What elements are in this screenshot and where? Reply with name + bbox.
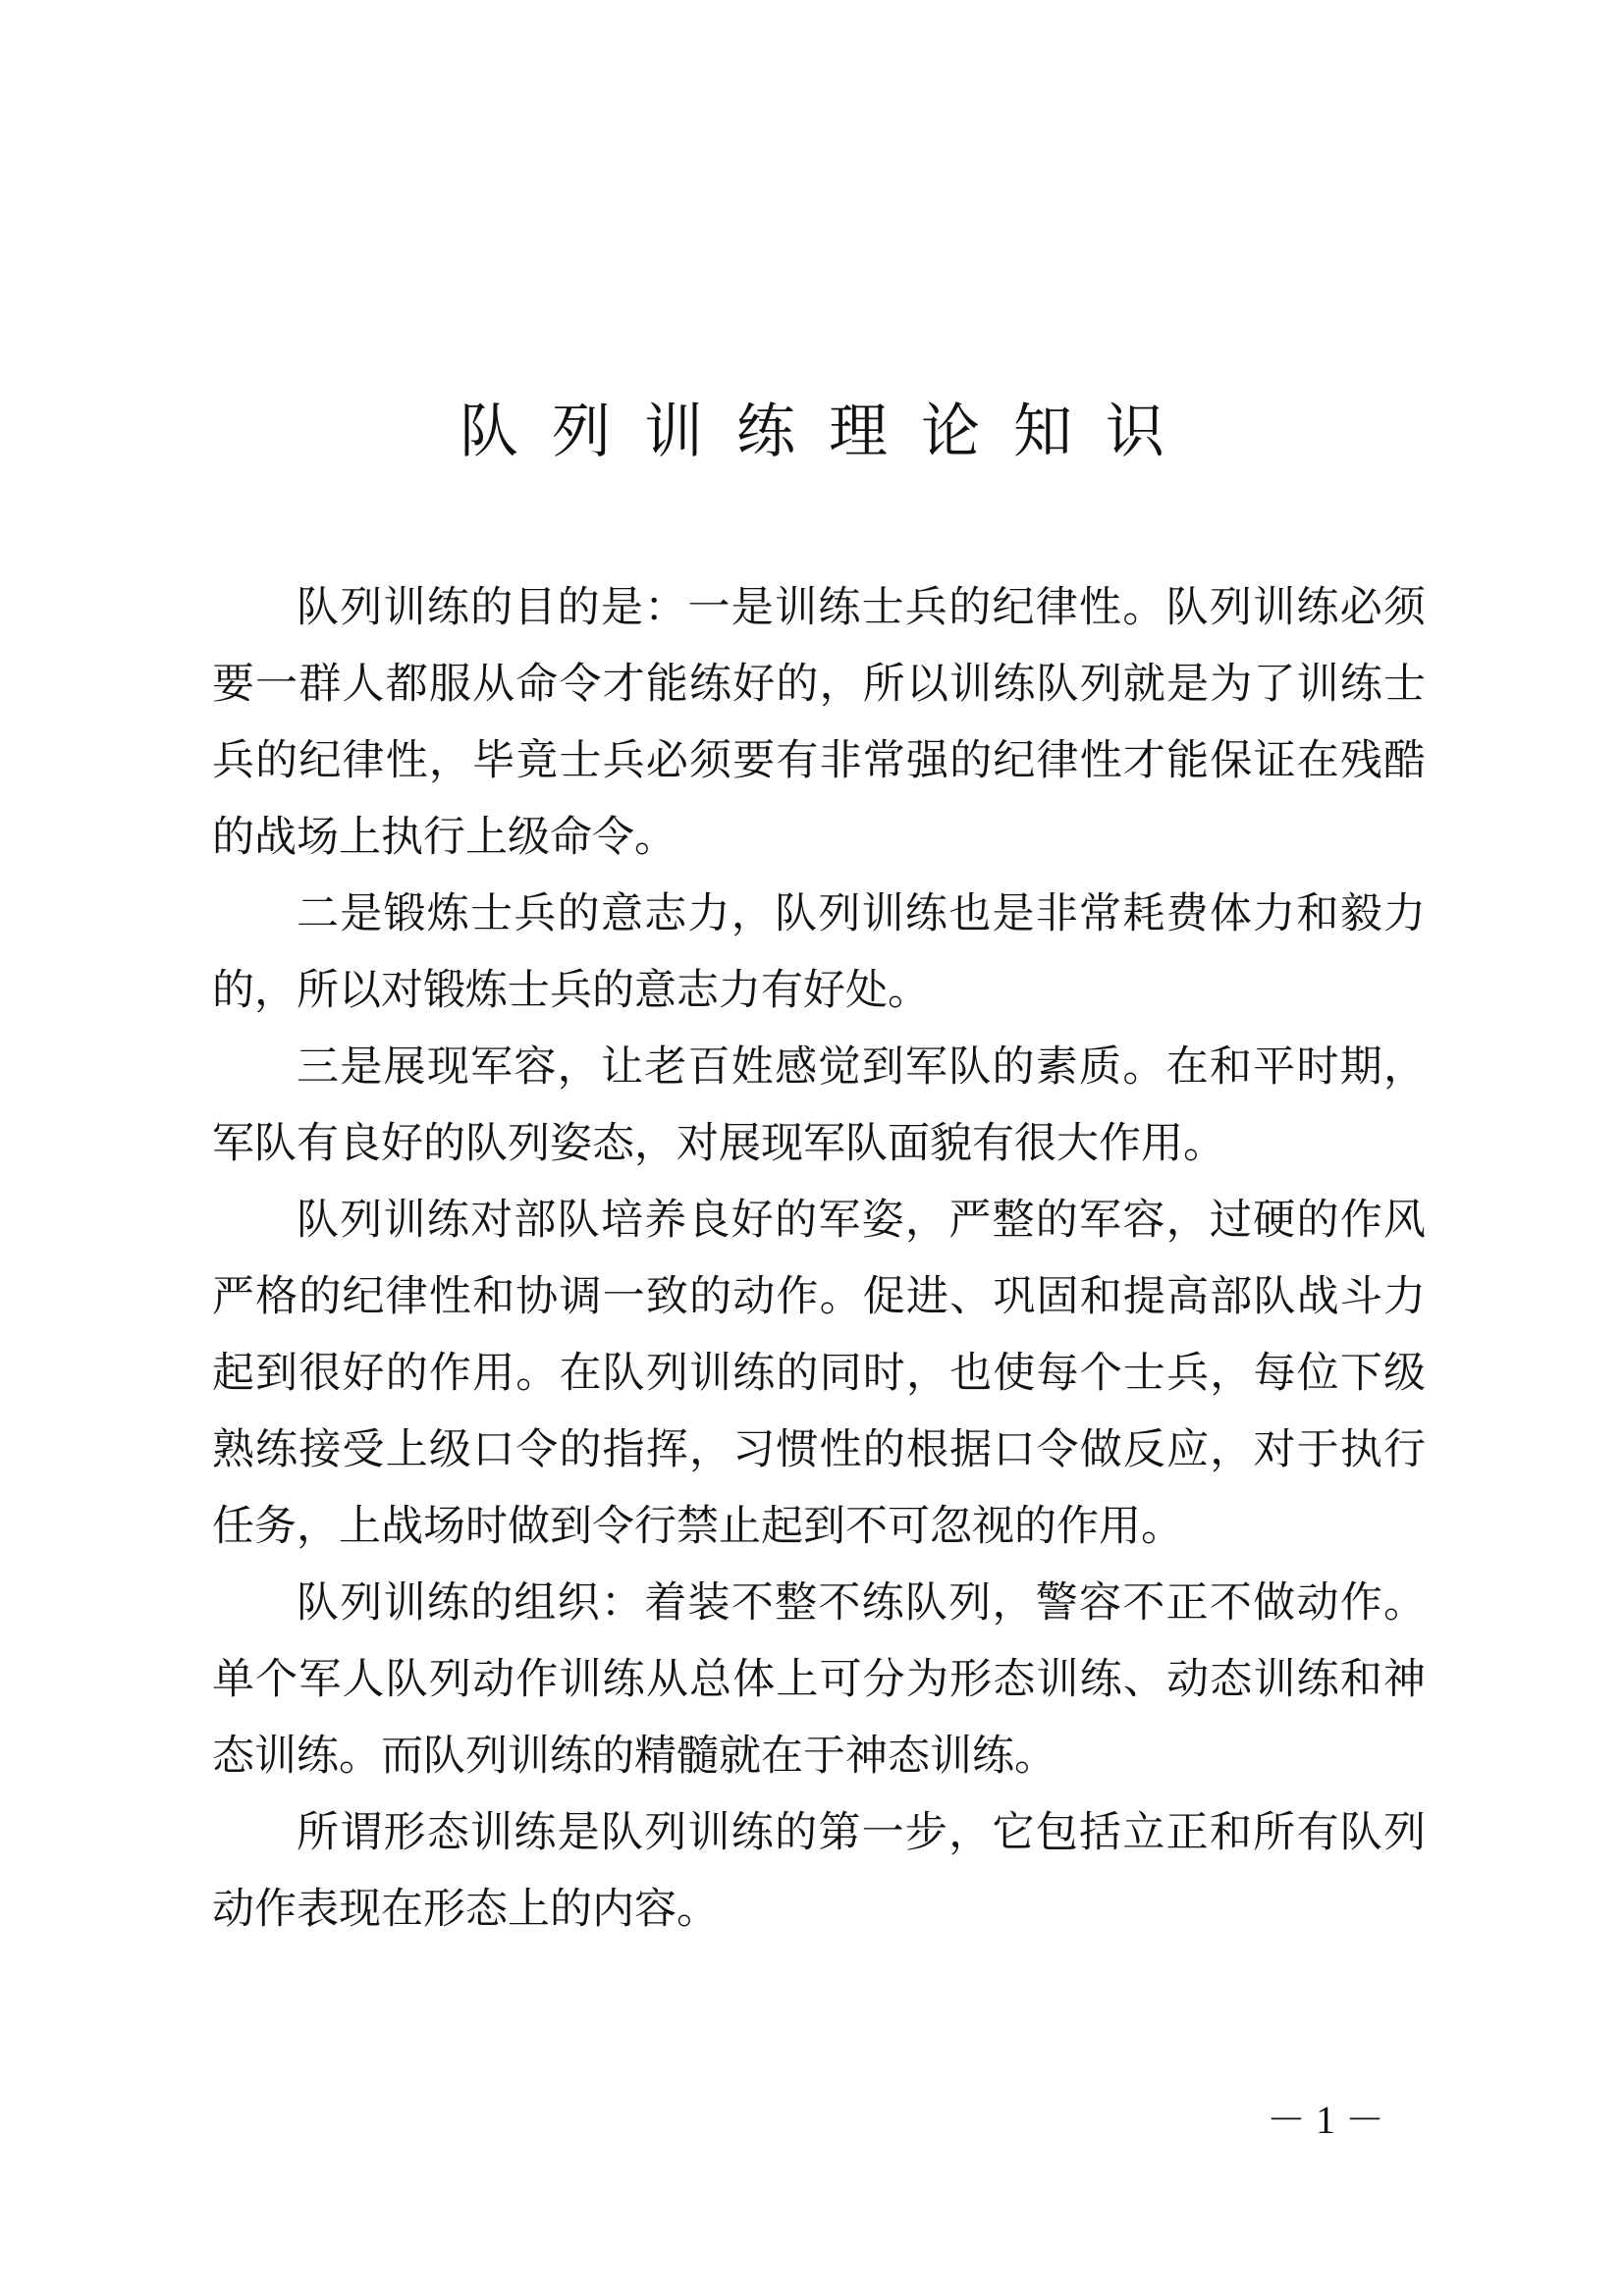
- document-title: 队列训练理论知识: [460, 398, 1198, 466]
- page-number: － 1 －: [1267, 2098, 1384, 2142]
- paragraph-combat-effectiveness: 队列训练对部队培养良好的军姿，严整的军容，过硬的作风严格的纪律性和协调一致的动作。促进、巩固和提高部队战斗力起到很好的作用。在队列训练的同时，也使每个士兵，每位下级熟练接受上级口令的指挥，习惯性的根据口令做反应，对于执行任务，上战场时做到令行禁止起到不可忽视的作用。: [212, 1196, 1426, 1551]
- document-body: [212, 569, 1426, 1948]
- paragraph-willpower: 二是锻炼士兵的意志力，队列训练也是非常耗费体力和毅力的，所以对锻炼士兵的意志力有好处。: [212, 889, 1426, 1015]
- paragraph-purpose-discipline: 队列训练的目的是：一是训练士兵的纪律性。队列训练必须要一群人都服从命令才能练好的，所以训练队列就是为了训练士兵的纪律性，毕竟士兵必须要有非常强的纪律性才能保证在残酷的战场上执行上级命令。: [212, 583, 1426, 862]
- paragraph-form-training: 所谓形态训练是队列训练的第一步，它包括立正和所有队列动作表现在形态上的内容。: [212, 1808, 1426, 1934]
- paragraph-military-appearance: 三是展现军容，让老百姓感觉到军队的素质。在和平时期，军队有良好的队列姿态，对展现军队面貌有很大作用。: [212, 1042, 1426, 1168]
- paragraph-organization: 队列训练的组织：着装不整不练队列，警容不正不做动作。单个军人队列动作训练从总体上可分为形态训练、动态训练和神态训练。而队列训练的精髓就在于神态训练。: [212, 1578, 1426, 1781]
